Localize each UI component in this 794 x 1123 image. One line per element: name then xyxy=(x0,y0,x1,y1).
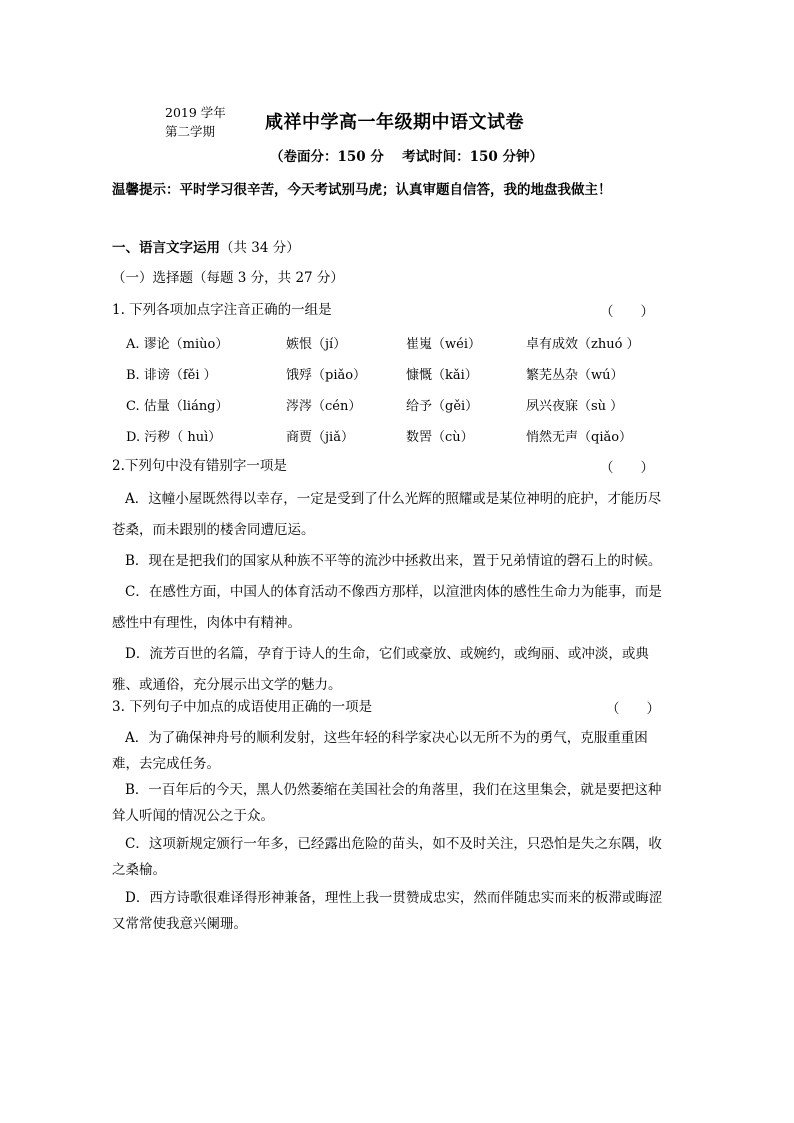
q2-answer-paren[interactable]: （ ） xyxy=(600,460,654,476)
q1-d-1: D. 污秽（ huì） xyxy=(126,430,222,445)
q1-c-2: 涔涔（cén） xyxy=(286,399,362,414)
q3-answer-paren[interactable]: （ ） xyxy=(606,701,660,717)
q1-c-3: 给予（gěi） xyxy=(406,399,479,414)
q3-option-b: B．一百年后的今天，黑人仍然萎缩在美国社会的角落里，我们在这里集会，就是要把这种耸人听闻的情况公之于众。 xyxy=(112,782,662,824)
q3-option-c: C．这项新规定颁行一年多，已经露出危险的苗头，如不及时关注，只恐怕是失之东隅，收之桑榆。 xyxy=(112,836,662,878)
section-heading-score: （共 34 分） xyxy=(220,240,300,256)
q3-stem: 3. 下列句子中加点的成语使用正确的一项是 xyxy=(112,699,373,715)
warm-tip: 温馨提示：平时学习很辛苦，今天考试别马虎；认真审题自信答，我的地盘我做主！ xyxy=(112,182,612,198)
q2-stem: 2.下列句中没有错别字一项是 xyxy=(112,458,287,474)
q1-b-1: B. 诽谤（fěi ） xyxy=(126,368,217,383)
q1-c-4: 夙兴夜寐（sù ） xyxy=(526,399,624,414)
q1-a-2: 嫉恨（jí） xyxy=(286,337,347,352)
part-heading: （一）选择题（每题 3 分，共 27 分） xyxy=(112,270,344,286)
q1-stem: 1. 下列各项加点字注音正确的一组是 xyxy=(112,302,332,318)
q1-b-3: 慷慨（kǎi） xyxy=(406,368,478,383)
q2-option-c: C．在感性方面，中国人的体育活动不像西方那样，以渲泄肉体的感性生命力为能事，而是感性中有理性，肉体中有精神。 xyxy=(112,584,662,631)
q1-a-4: 卓有成效（zhuó ） xyxy=(526,337,640,352)
q1-answer-paren[interactable]: （ ） xyxy=(600,304,654,320)
school-year: 2019 学年 xyxy=(165,105,226,120)
q1-a-3: 崔嵬（wéi） xyxy=(406,337,481,352)
exam-info: （卷面分：150 分 考试时间：150 分钟） xyxy=(270,149,543,165)
q2-option-d: D．流芳百世的名篇，孕育于诗人的生命，它们或豪放、或婉约，或绚丽、或冲淡，或典雅、或通俗，充分展示出文学的魅力。 xyxy=(112,646,649,693)
q3-option-a: A．为了确保神舟号的顺利发射，这些年轻的科学家决心以无所不为的勇气，克服重重困难，去完成任务。 xyxy=(112,730,648,772)
q1-b-2: 饿殍（piǎo） xyxy=(286,368,367,383)
q1-d-4: 悄然无声（qiǎo） xyxy=(526,430,633,445)
q1-d-2: 商贾（jiǎ） xyxy=(286,430,354,445)
q1-d-3: 数罟（cù） xyxy=(406,430,474,445)
q1-c-1: C. 估量（liáng） xyxy=(126,399,229,414)
term: 第二学期 xyxy=(165,124,216,139)
section-heading xyxy=(112,238,300,258)
q1-a-1: A. 谬论（miùo） xyxy=(126,337,229,352)
q2-option-b: B．现在是把我们的国家从种族不平等的流沙中拯救出来，置于兄弟情谊的磬石上的时候。 xyxy=(125,553,662,569)
section-heading-text: 一、语言文字运用 xyxy=(112,240,220,256)
q1-b-4: 繁芜丛杂（wú） xyxy=(526,368,624,383)
page-title: 咸祥中学高一年级期中语文试卷 xyxy=(265,112,524,133)
q2-option-a: A．这幢小屋既然得以幸存，一定是受到了什么光辉的照耀或是某位神明的庇护，才能历尽苍桑，而未跟别的楼舍同遭厄运。 xyxy=(112,491,662,538)
q3-option-d: D．西方诗歌很难译得形神兼备，理性上我一贯赞成忠实，然而伴随忠实而来的板滞或晦涩又常常使我意兴阑珊。 xyxy=(112,890,663,932)
